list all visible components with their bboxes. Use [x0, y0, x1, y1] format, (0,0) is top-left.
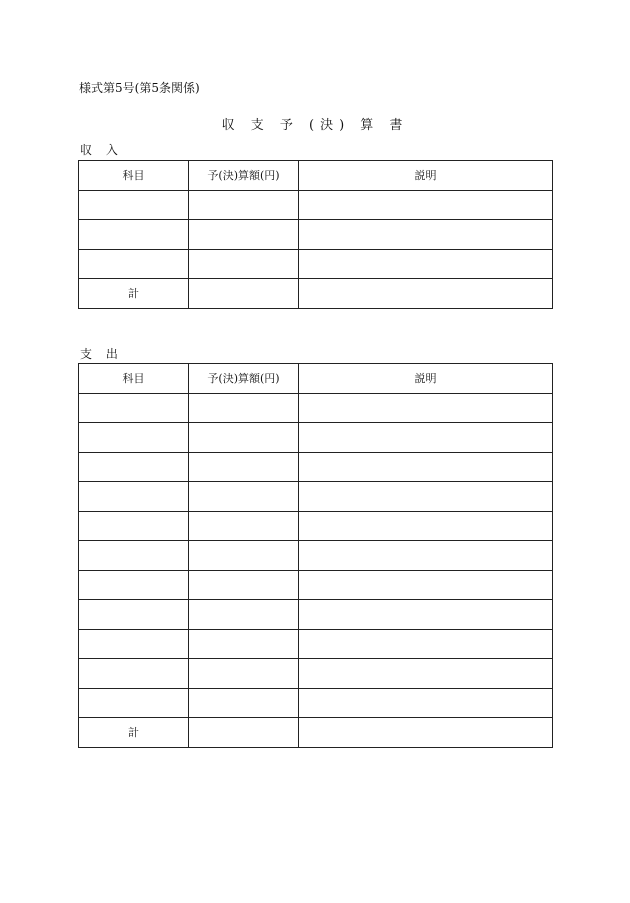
income-table: [78, 160, 553, 309]
expense-header-subject: 科目: [79, 364, 189, 394]
expense-description-cell[interactable]: [299, 423, 553, 453]
expense-amount-cell[interactable]: [189, 659, 299, 689]
income-total-row: [79, 279, 553, 309]
expense-amount-cell[interactable]: [189, 452, 299, 482]
expense-table-row: [79, 452, 553, 482]
expense-description-cell[interactable]: [299, 482, 553, 512]
income-description-cell[interactable]: [299, 249, 553, 279]
income-subject-cell[interactable]: [79, 220, 189, 250]
income-total-amount-cell[interactable]: [189, 279, 299, 309]
expense-subject-cell[interactable]: [79, 600, 189, 630]
expense-amount-cell[interactable]: [189, 541, 299, 571]
expense-table-row: [79, 541, 553, 571]
expense-table-row: [79, 482, 553, 512]
expense-amount-cell[interactable]: [189, 423, 299, 453]
expense-total-description-cell[interactable]: [299, 718, 553, 748]
expense-section-label: 支 出: [80, 347, 123, 361]
expense-header-row: [79, 364, 553, 394]
expense-subject-cell[interactable]: [79, 629, 189, 659]
expense-subject-cell[interactable]: [79, 688, 189, 718]
expense-table-row: [79, 688, 553, 718]
expense-header-description: 説明: [299, 364, 553, 394]
income-description-cell[interactable]: [299, 190, 553, 220]
income-amount-cell[interactable]: [189, 249, 299, 279]
expense-total-amount-cell[interactable]: [189, 718, 299, 748]
income-header-description: 説明: [299, 161, 553, 191]
expense-amount-cell[interactable]: [189, 688, 299, 718]
expense-description-cell[interactable]: [299, 511, 553, 541]
expense-description-cell[interactable]: [299, 452, 553, 482]
income-table-row: [79, 249, 553, 279]
expense-subject-cell[interactable]: [79, 452, 189, 482]
expense-amount-cell[interactable]: [189, 511, 299, 541]
income-subject-cell[interactable]: [79, 190, 189, 220]
expense-table-row: [79, 511, 553, 541]
expense-description-cell[interactable]: [299, 629, 553, 659]
expense-table-row: [79, 600, 553, 630]
expense-subject-cell[interactable]: [79, 482, 189, 512]
expense-description-cell[interactable]: [299, 600, 553, 630]
form-number: 様式第5号(第5条関係): [79, 81, 200, 95]
expense-table-row: [79, 659, 553, 689]
income-total-label: 計: [79, 279, 189, 309]
expense-subject-cell[interactable]: [79, 570, 189, 600]
income-amount-cell[interactable]: [189, 190, 299, 220]
income-amount-cell[interactable]: [189, 220, 299, 250]
expense-total-row: [79, 718, 553, 748]
expense-subject-cell[interactable]: [79, 511, 189, 541]
income-total-description-cell[interactable]: [299, 279, 553, 309]
expense-header-amount: 予(決)算額(円): [189, 364, 299, 394]
expense-description-cell[interactable]: [299, 541, 553, 571]
expense-total-label: 計: [79, 718, 189, 748]
expense-description-cell[interactable]: [299, 688, 553, 718]
income-table-row: [79, 190, 553, 220]
income-section-label: 収 入: [80, 143, 123, 157]
expense-table-row: [79, 423, 553, 453]
expense-amount-cell[interactable]: [189, 570, 299, 600]
expense-amount-cell[interactable]: [189, 482, 299, 512]
expense-table: [78, 363, 553, 748]
expense-amount-cell[interactable]: [189, 393, 299, 423]
income-subject-cell[interactable]: [79, 249, 189, 279]
income-header-row: [79, 161, 553, 191]
expense-subject-cell[interactable]: [79, 423, 189, 453]
expense-subject-cell[interactable]: [79, 659, 189, 689]
expense-table-row: [79, 570, 553, 600]
expense-description-cell[interactable]: [299, 659, 553, 689]
expense-table-row: [79, 629, 553, 659]
expense-amount-cell[interactable]: [189, 629, 299, 659]
expense-description-cell[interactable]: [299, 570, 553, 600]
expense-description-cell[interactable]: [299, 393, 553, 423]
income-header-subject: 科目: [79, 161, 189, 191]
expense-table-row: [79, 393, 553, 423]
income-description-cell[interactable]: [299, 220, 553, 250]
expense-subject-cell[interactable]: [79, 393, 189, 423]
income-table-row: [79, 220, 553, 250]
document-title: 収 支 予 (決) 算 書: [221, 118, 409, 133]
income-header-amount: 予(決)算額(円): [189, 161, 299, 191]
expense-amount-cell[interactable]: [189, 600, 299, 630]
expense-subject-cell[interactable]: [79, 541, 189, 571]
